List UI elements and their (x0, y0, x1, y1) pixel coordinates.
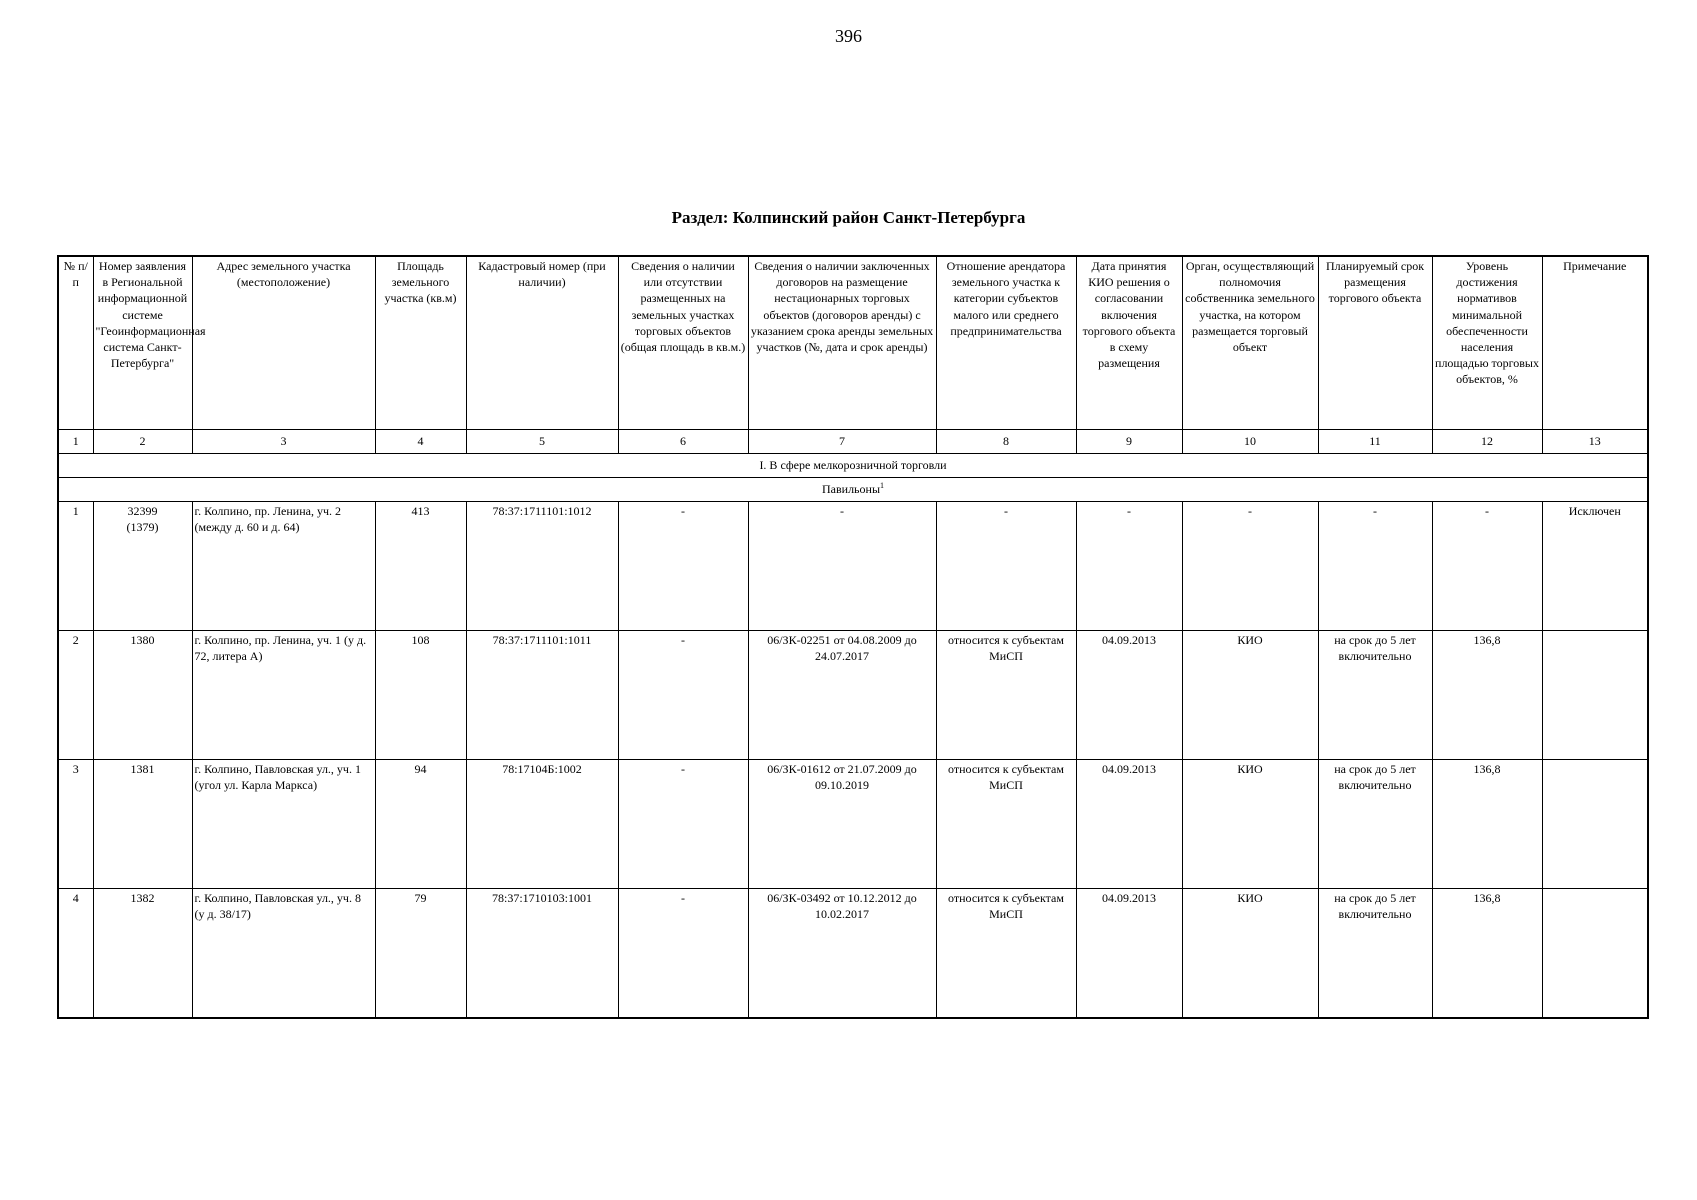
cell-cadastral: 78:37:1710103:1001 (466, 889, 618, 1019)
group-title: I. В сфере мелкорозничной торговли (58, 454, 1648, 478)
cell-cadastral: 78:37:1711101:1011 (466, 631, 618, 760)
column-number: 12 (1432, 430, 1542, 454)
cell-address: г. Колпино, пр. Ленина, уч. 2 (между д. 60 и д. 64) (192, 502, 375, 631)
table-row (58, 760, 1648, 889)
cell-number: 4 (58, 889, 93, 1019)
cell-note (1542, 631, 1648, 760)
column-number: 13 (1542, 430, 1648, 454)
cell-kio-date: 04.09.2013 (1076, 760, 1182, 889)
cell-application: 1382 (93, 889, 192, 1019)
col-header-application: Номер заявления в Региональной информационной системе "Геоинформационная система Санкт-Петербурга" (93, 256, 192, 430)
cell-contracts: 06/ЗК-01612 от 21.07.2009 до 09.10.2019 (748, 760, 936, 889)
footnote-marker: 1 (880, 481, 885, 491)
cell-level: - (1432, 502, 1542, 631)
cell-level: 136,8 (1432, 889, 1542, 1019)
cell-sme: относится к субъектам МиСП (936, 889, 1076, 1019)
column-number-row (58, 430, 1648, 454)
cell-kio-date: - (1076, 502, 1182, 631)
col-header-number: № п/п (58, 256, 93, 430)
cell-number: 3 (58, 760, 93, 889)
cell-area: 94 (375, 760, 466, 889)
cell-application: 1381 (93, 760, 192, 889)
column-number: 6 (618, 430, 748, 454)
registry-table (57, 255, 1649, 1019)
cell-level: 136,8 (1432, 631, 1542, 760)
cell-area: 413 (375, 502, 466, 631)
cell-authority: КИО (1182, 760, 1318, 889)
column-number: 5 (466, 430, 618, 454)
cell-note: Исключен (1542, 502, 1648, 631)
section-title: Раздел: Колпинский район Санкт-Петербурга (671, 208, 1026, 227)
subgroup-title: Павильоны (821, 482, 881, 497)
cell-contracts: 06/ЗК-02251 от 04.08.2009 до 24.07.2017 (748, 631, 936, 760)
group-row (58, 454, 1648, 478)
col-header-contracts: Сведения о наличии заключенных договоров на размещение нестационарных торговых объектов (договоров аренды) с указанием срока аренды земельных участков (№, дата и срок аренды) (748, 256, 936, 430)
table-row (58, 889, 1648, 1019)
cell-term: на срок до 5 лет включительно (1318, 631, 1432, 760)
cell-note (1542, 889, 1648, 1019)
cell-application: 32399 (1379) (93, 502, 192, 631)
cell-note (1542, 760, 1648, 889)
cell-sme: относится к субъектам МиСП (936, 631, 1076, 760)
cell-term: на срок до 5 лет включительно (1318, 889, 1432, 1019)
cell-number: 2 (58, 631, 93, 760)
cell-address: г. Колпино, Павловская ул., уч. 1 (угол ул. Карла Маркса) (192, 760, 375, 889)
column-number: 7 (748, 430, 936, 454)
header-row (58, 256, 1648, 430)
cell-cadastral: 78:37:1711101:1012 (466, 502, 618, 631)
subgroup-row (58, 478, 1648, 502)
cell-sme: - (936, 502, 1076, 631)
col-header-term: Планируемый срок размещения торгового объекта (1318, 256, 1432, 430)
cell-objects: - (618, 760, 748, 889)
subgroup-cell (58, 478, 1648, 502)
cell-authority: КИО (1182, 889, 1318, 1019)
cell-cadastral: 78:17104Б:1002 (466, 760, 618, 889)
cell-kio-date: 04.09.2013 (1076, 889, 1182, 1019)
col-header-kio-date: Дата принятия КИО решения о согласовании включения торгового объекта в схему размещения (1076, 256, 1182, 430)
column-number: 1 (58, 430, 93, 454)
cell-objects: - (618, 889, 748, 1019)
col-header-sme: Отношение арендатора земельного участка к категории субъектов малого или среднего предпринимательства (936, 256, 1076, 430)
cell-level: 136,8 (1432, 760, 1542, 889)
column-number: 10 (1182, 430, 1318, 454)
column-number: 8 (936, 430, 1076, 454)
col-header-note: Примечание (1542, 256, 1648, 430)
cell-authority: КИО (1182, 631, 1318, 760)
column-number: 3 (192, 430, 375, 454)
column-number: 11 (1318, 430, 1432, 454)
col-header-cadastral: Кадастровый номер (при наличии) (466, 256, 618, 430)
cell-objects: - (618, 631, 748, 760)
page-number: 396 (835, 26, 862, 46)
cell-address: г. Колпино, пр. Ленина, уч. 1 (у д. 72, литера А) (192, 631, 375, 760)
col-header-objects: Сведения о наличии или отсутствии размещенных на земельных участках торговых объектов (общая площадь в кв.м.) (618, 256, 748, 430)
cell-term: - (1318, 502, 1432, 631)
cell-authority: - (1182, 502, 1318, 631)
col-header-area: Площадь земельного участка (кв.м) (375, 256, 466, 430)
cell-contracts: - (748, 502, 936, 631)
cell-contracts: 06/ЗК-03492 от 10.12.2012 до 10.02.2017 (748, 889, 936, 1019)
col-header-level: Уровень достижения нормативов минимальной обеспеченности населения площадью торговых объектов, % (1432, 256, 1542, 430)
column-number: 2 (93, 430, 192, 454)
table-row (58, 502, 1648, 631)
table-row (58, 631, 1648, 760)
column-number: 4 (375, 430, 466, 454)
cell-application: 1380 (93, 631, 192, 760)
column-number: 9 (1076, 430, 1182, 454)
cell-sme: относится к субъектам МиСП (936, 760, 1076, 889)
cell-term: на срок до 5 лет включительно (1318, 760, 1432, 889)
cell-objects: - (618, 502, 748, 631)
cell-area: 108 (375, 631, 466, 760)
col-header-authority: Орган, осуществляющий полномочия собственника земельного участка, на котором размещается торговый объект (1182, 256, 1318, 430)
cell-area: 79 (375, 889, 466, 1019)
cell-number: 1 (58, 502, 93, 631)
cell-kio-date: 04.09.2013 (1076, 631, 1182, 760)
cell-address: г. Колпино, Павловская ул., уч. 8 (у д. 38/17) (192, 889, 375, 1019)
col-header-address: Адрес земельного участка (местоположение) (192, 256, 375, 430)
